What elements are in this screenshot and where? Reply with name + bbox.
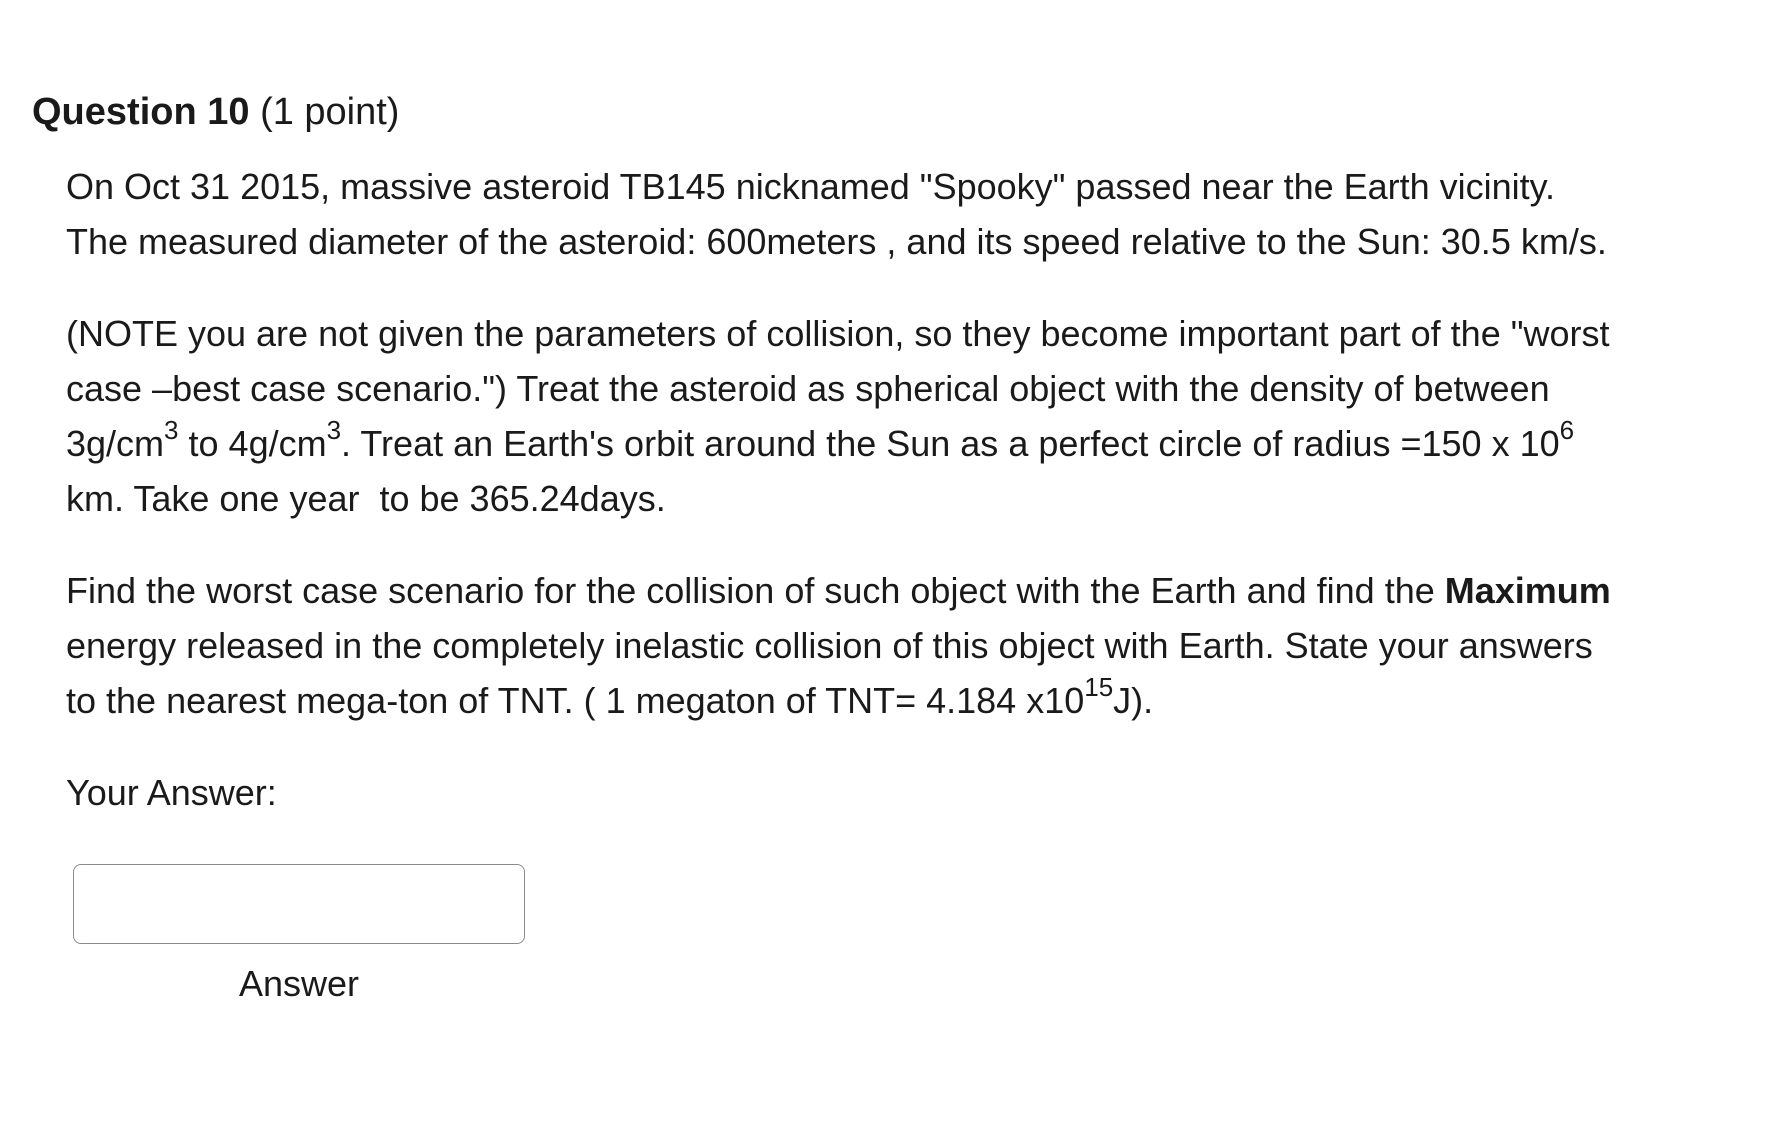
paragraph-3-text-2: energy released in the completely inelastic collision of this object with Earth. State your answers to the nearest mega-ton of TNT. ( 1 megaton of TNT= 4.184 x10 bbox=[66, 625, 1593, 721]
question-paragraph-1: On Oct 31 2015, massive asteroid TB145 nicknamed "Spooky" passed near the Earth vicinity. The measured diameter of the asteroid: 600meters , and its speed relative to the Sun: 30.5 km/s. bbox=[66, 166, 1607, 262]
question-body bbox=[66, 159, 1626, 1011]
superscript-exponent-15: 15 bbox=[1084, 672, 1114, 702]
paragraph-2-text-4: km. Take one year to be 365.24days. bbox=[66, 478, 666, 519]
answer-input[interactable] bbox=[73, 864, 525, 944]
superscript-cubed-2: 3 bbox=[326, 415, 342, 445]
emphasis-maximum: Maximum bbox=[1444, 570, 1611, 611]
answer-label: Your Answer: bbox=[66, 772, 277, 813]
question-header bbox=[32, 84, 1732, 140]
answer-caption: Answer bbox=[238, 963, 360, 1004]
paragraph-3-text-1: Find the worst case scenario for the collision of such object with the Earth and find the bbox=[66, 570, 1445, 611]
paragraph-2-text-3: . Treat an Earth's orbit around the Sun as a perfect circle of radius =150 x 10 bbox=[341, 423, 1560, 464]
question-points: (1 point) bbox=[260, 91, 400, 133]
question-title: Question 10 bbox=[32, 91, 250, 133]
superscript-exponent-6: 6 bbox=[1559, 415, 1575, 445]
question-paragraph-2 bbox=[66, 306, 1626, 526]
superscript-cubed-1: 3 bbox=[164, 415, 179, 445]
paragraph-3-text-3: J). bbox=[1113, 680, 1154, 721]
paragraph-2-text-2: to 4g/cm bbox=[178, 423, 327, 464]
question-container bbox=[32, 84, 1732, 1004]
question-paragraph-3 bbox=[66, 563, 1626, 728]
paragraph-2-text-1: (NOTE you are not given the parameters of collision, so they become important part of the "worst case –best case scenario.") Treat the asteroid as spherical object with the density of between 3g/cm bbox=[66, 313, 1610, 464]
